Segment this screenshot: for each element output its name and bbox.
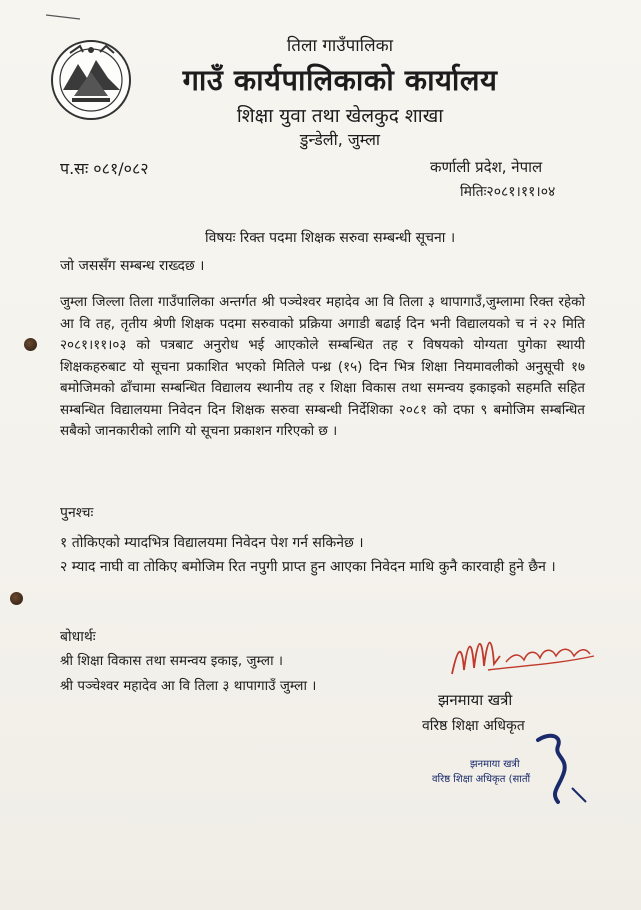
branch-name: शिक्षा युवा तथा खेलकुद शाखा [236, 105, 444, 127]
stamp-signature [528, 728, 592, 808]
signer-name: झनमाया खत्री [438, 691, 513, 709]
letter-date: मितिः२०८१।११।०४ [460, 184, 556, 200]
reference-number: प.सः ०८१/०८२ [60, 159, 149, 178]
municipality-name: तिला गाउँपालिका [286, 36, 394, 56]
info-recipient: श्री पञ्चेश्वर महादेव आ वि तिला ३ थापागाउँ जुम्ला । [60, 678, 317, 694]
punch-hole [10, 592, 23, 605]
province-label: कर्णाली प्रदेश, नेपाल [430, 158, 543, 176]
handwritten-signature [448, 626, 598, 686]
postscript-item: १ तोकिएको म्यादभित्र विद्यालयमा निवेदन पेश गर्न सकिनेछ । [60, 535, 364, 551]
info-label: बोधार्थः [60, 629, 96, 645]
letter-subject: विषयः रिक्त पदमा शिक्षक सरुवा सम्बन्धी सूचना । [205, 230, 456, 246]
office-name: गाउँ कार्यपालिकाको कार्यालय [182, 63, 498, 97]
stamp-name: झनमाया खत्री [470, 759, 520, 770]
salutation: जो जससँग सम्बन्ध राख्दछ । [60, 258, 205, 274]
stamp-title: वरिष्ठ शिक्षा अधिकृत (सातौं [432, 774, 531, 785]
postscript-item: २ म्याद नाघी वा तोकिए बमोजिम रित नपुगी प्राप्त हुन आएका निवेदन माथि कुनै कारवाही हुने छैन । [60, 559, 556, 575]
signer-title: वरिष्ठ शिक्षा अधिकृत [422, 718, 525, 734]
punch-hole [24, 338, 37, 351]
pen-mark [46, 14, 80, 20]
postscript-label: पुनश्चः [60, 505, 94, 521]
info-recipient: श्री शिक्षा विकास तथा समन्वय इकाइ, जुम्ला । [60, 653, 283, 669]
office-location: डुन्डेली, जुम्ला [299, 130, 381, 149]
notice-body: जुम्ला जिल्ला तिला गाउँपालिका अन्तर्गत श्री पञ्चेश्वर महादेव आ वि तिला ३ थापागाउँ,जुम्लामा रिक्त रहेको आ वि तह, तृतीय श्रेणी शिक्षक पदमा सरुवाको प्रक्रिया अगाडी बढाई दिन भनी विद्यालयको च नं २२ मिति २०८१।११।०३ को पत्रबाट अनुरोध भई आएकोले सम्बन्धित तह र विषयको योग्यता पुगेका स्थायी शिक्षकहरुबाट यो सूचना प्रकाशित भएको मितिले पन्ध्र (१५) दिन भित्र शिक्षा नियमावलीको अनुसूची १७ बमोजिमको ढाँचामा सम्बन्धित विद्यालय स्थानीय तह र शिक्षा विकास तथा समन्वय इकाइको सहमति सहित सम्बन्धित विद्यालयमा निवेदन दिन शिक्षक सरुवा सम्बन्धी निर्देशिका २०८१ को दफा ९ बमोजिम सम्बन्धित सबैको जानकारीको लागि यो सूचना प्रकाशन गरिएको छ । [60, 294, 585, 439]
